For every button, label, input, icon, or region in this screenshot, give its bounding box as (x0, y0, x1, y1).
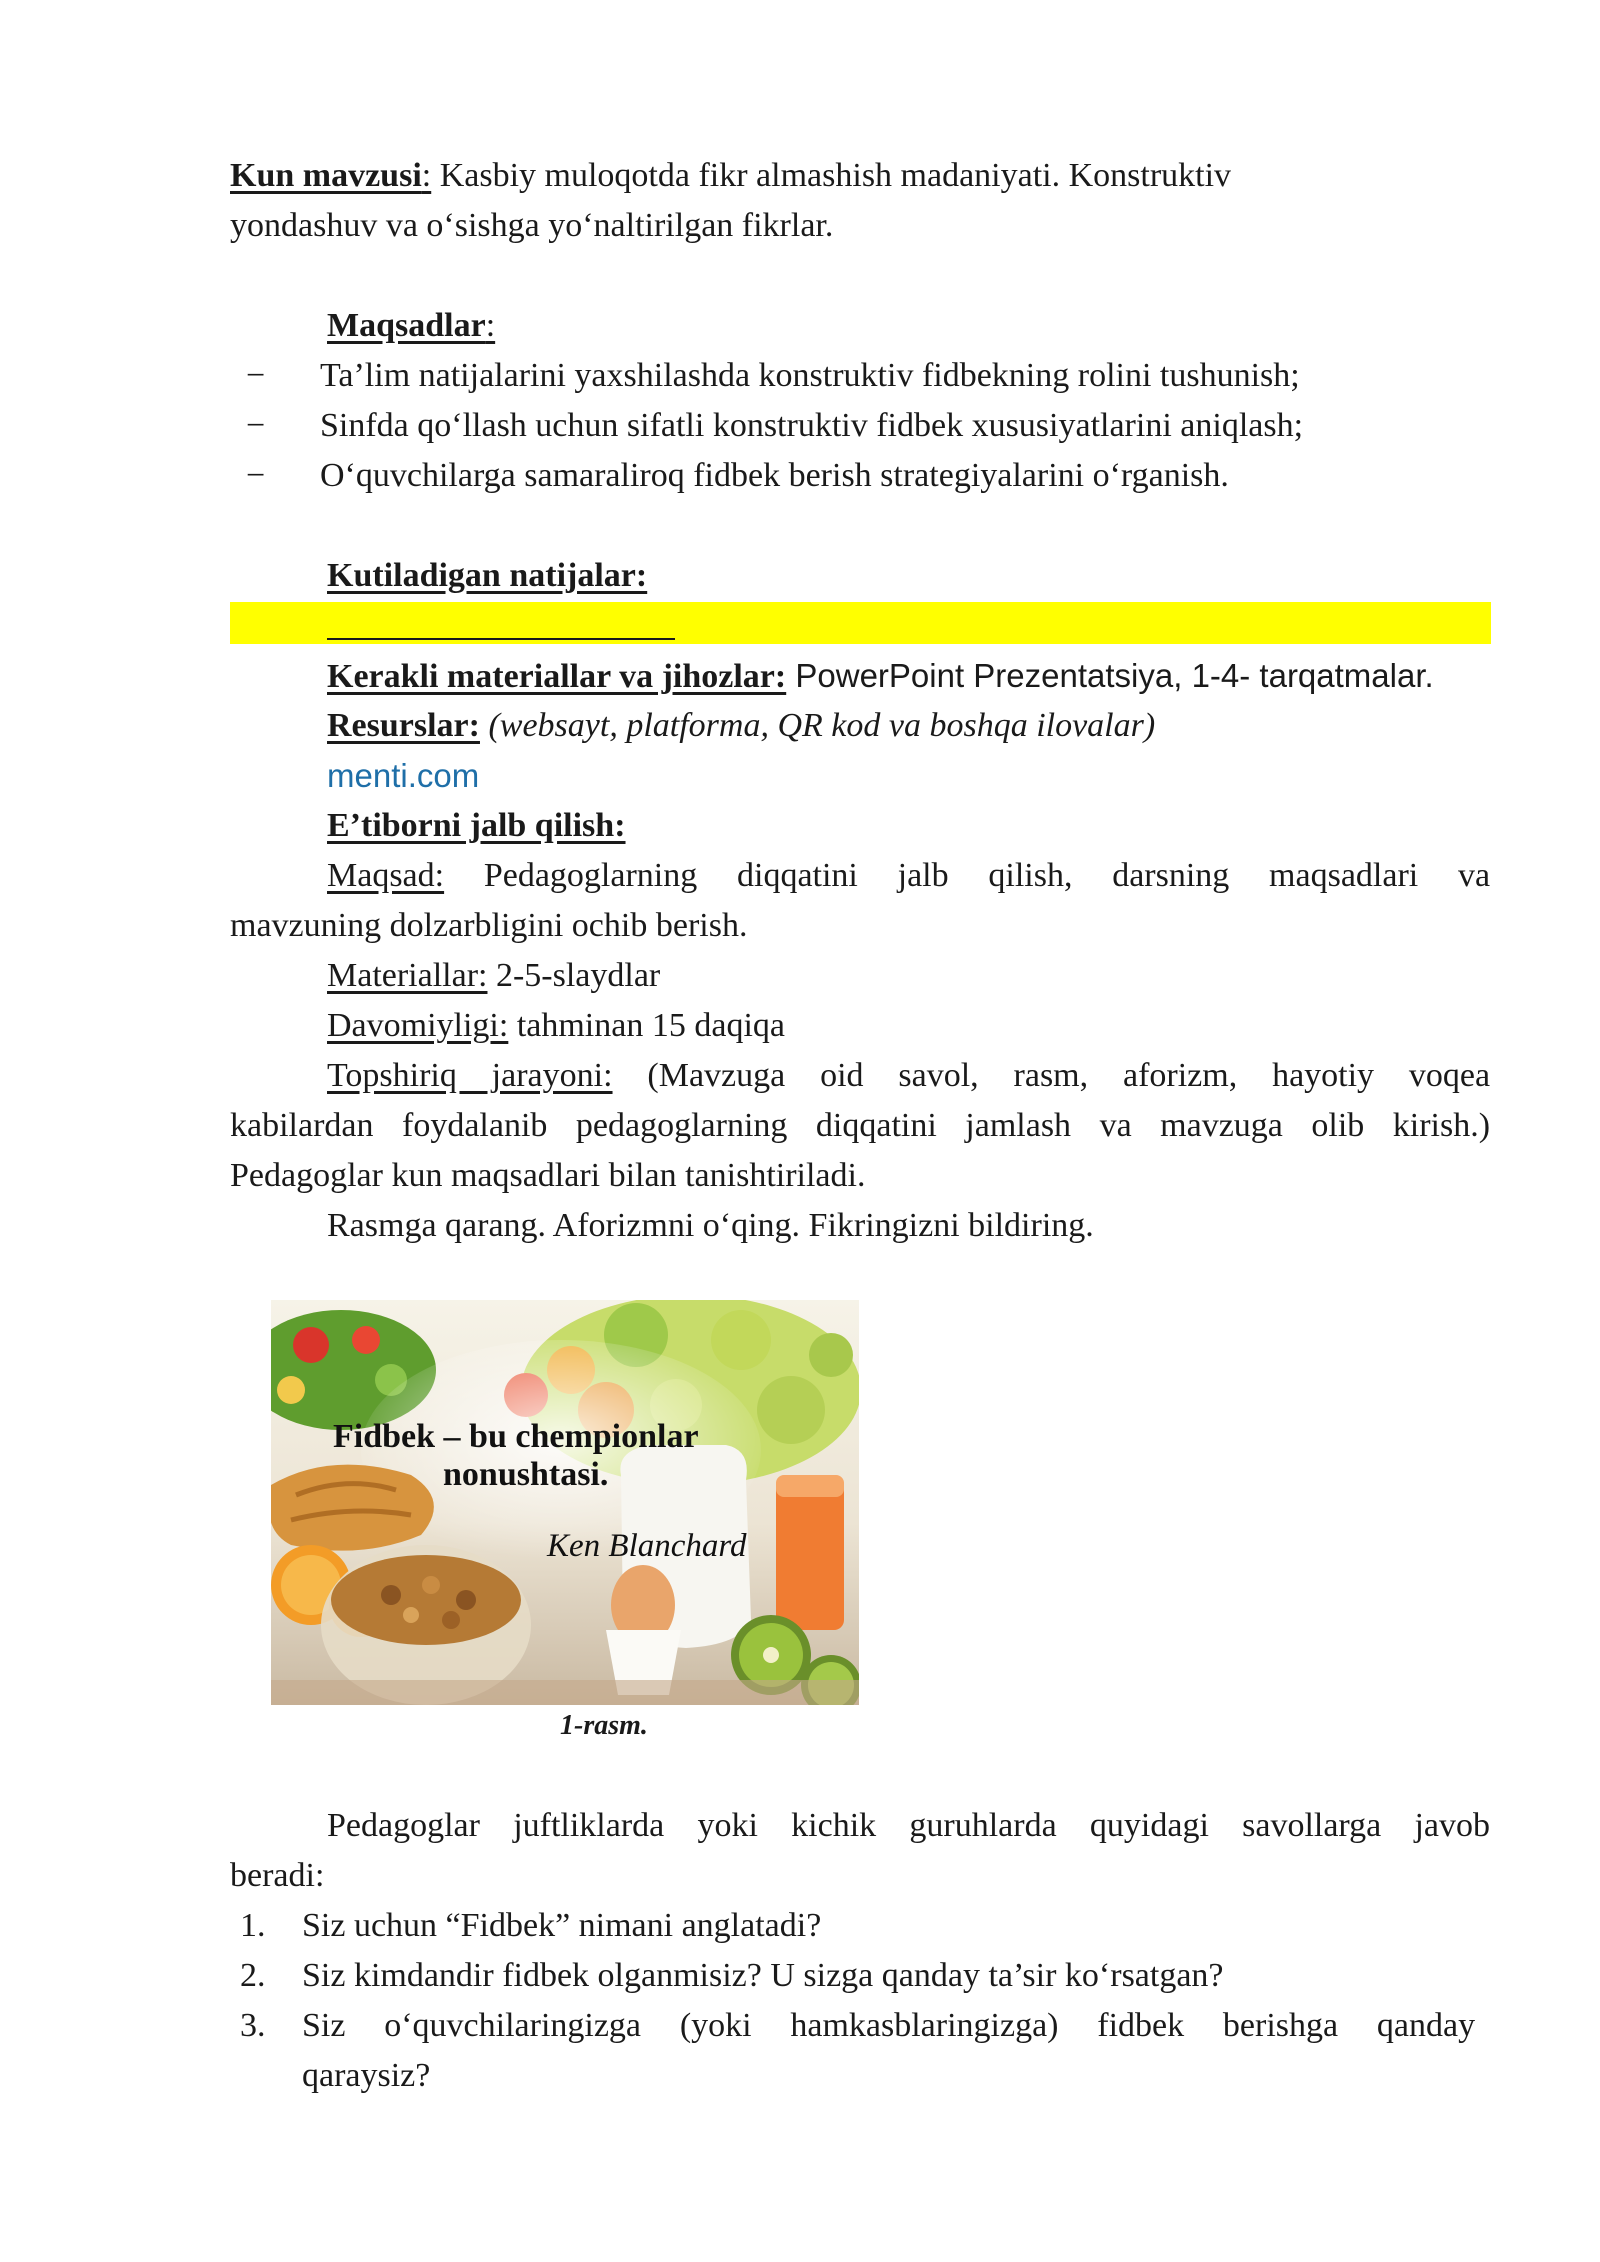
word: guruhlarda (909, 1807, 1057, 1844)
word: voqea (1408, 1057, 1491, 1094)
word: va (1099, 1107, 1132, 1144)
question-item-continuation: qaraysiz? (302, 2057, 431, 2094)
quote-line-2: nonushtasi. (443, 1456, 609, 1493)
attention-duration (327, 1001, 785, 1051)
attention-materials-label: Materiallar: (327, 957, 488, 994)
word: jalb (897, 857, 949, 894)
word: oid (820, 1057, 864, 1094)
word: (yoki (679, 2007, 752, 2044)
word: kichik (791, 1807, 877, 1844)
word: savollarga (1242, 1807, 1382, 1844)
task-line-3: Pedagoglar kun maqsadlari bilan tanishtiriladi. (230, 1157, 866, 1194)
materials-line (327, 651, 1434, 702)
resources-line (327, 701, 1155, 751)
topic-label: Kun mavzusi (230, 157, 422, 194)
word: pedagoglarning (575, 1107, 788, 1144)
word: savol, (898, 1057, 979, 1094)
topic-colon: : (421, 157, 432, 194)
instruction-line: Rasmga qarang. Aforizmni o‘qing. Fikringizni bildiring. (327, 1207, 1094, 1244)
bullet-dash-icon: − (246, 457, 266, 494)
fill-in-blank-line (327, 638, 675, 640)
attention-goal-line-2: mavzuning dolzarbligini ochib berish. (230, 907, 748, 944)
list-number: 2. (240, 1957, 266, 1994)
resources-label: Resurslar: (327, 707, 480, 744)
word: diqqatini (737, 857, 858, 894)
attention-goal-label: Maqsad: (327, 857, 445, 894)
quote-line-1: Fidbek – bu chempionlar (333, 1418, 699, 1455)
attention-heading: E’tiborni jalb qilish: (327, 807, 626, 844)
word: fidbek (1097, 2007, 1185, 2044)
list-number: 1. (240, 1907, 266, 1944)
word: kirish.) (1392, 1107, 1491, 1144)
question-item: Siz uchun “Fidbek” nimani anglatadi? (302, 1907, 822, 1944)
question-item: Siz kimdandir fidbek olganmisiz? U sizga qanday ta’sir ko‘rsatgan? (302, 1957, 1224, 1994)
question-item (302, 2001, 1475, 2051)
materials-value: PowerPoint Prezentatsiya, 1-4- tarqatmalar. (786, 657, 1434, 694)
word: olib (1311, 1107, 1365, 1144)
menti-link[interactable]: menti.com (327, 757, 480, 794)
attention-goal-line-1 (230, 851, 1490, 901)
goal-item: Sinfda qo‘llash uchun sifatli konstruktiv fidbek xususiyatlarini aniqlash; (320, 407, 1304, 444)
goals-heading-colon: : (485, 307, 496, 344)
word: yoki (697, 1807, 758, 1844)
attention-duration-label: Davomiyligi: (327, 1007, 509, 1044)
questions-intro-line-1 (230, 1801, 1490, 1851)
bullet-dash-icon: − (246, 357, 266, 394)
word: (Mavzuga (647, 1057, 786, 1094)
word: qilish, (988, 857, 1073, 894)
attention-materials (327, 951, 660, 1001)
word: hamkasblaringizga) (790, 2007, 1059, 2044)
materials-label: Kerakli materiallar va jihozlar: (327, 658, 787, 695)
word: maqsadlari (1269, 857, 1419, 894)
word: aforizm, (1122, 1057, 1238, 1094)
word: o‘quvchilaringizga (384, 2007, 642, 2044)
word: diqqatini (815, 1107, 937, 1144)
breakfast-photo-icon (271, 1300, 859, 1705)
word: foydalanib (402, 1107, 548, 1144)
task-label: Topshiriq jarayoni: (327, 1057, 613, 1094)
goal-item: O‘quvchilarga samaraliroq fidbek berish strategiyalarini o‘rganish. (320, 457, 1229, 494)
attention-duration-value: tahminan 15 daqiqa (508, 1007, 785, 1044)
word: Pedagoglarning (483, 857, 698, 894)
word: va (1457, 857, 1491, 894)
breakfast-photo-svg (271, 1300, 859, 1705)
word: javob (1414, 1807, 1491, 1844)
questions-intro-line-2: beradi: (230, 1857, 325, 1894)
goals-heading (327, 301, 495, 351)
task-line-2 (230, 1101, 1490, 1151)
word: Pedagoglar (327, 1807, 480, 1844)
word: qanday (1376, 2007, 1476, 2044)
word: quyidagi (1089, 1807, 1209, 1844)
expected-heading: Kutiladigan natijalar: (327, 557, 648, 594)
word: rasm, (1013, 1057, 1089, 1094)
word: berishga (1222, 2007, 1339, 2044)
resources-value: (websayt, platforma, QR kod va boshqa ilovalar) (479, 707, 1156, 744)
word: hayotiy (1272, 1057, 1375, 1094)
word: jamlash (965, 1107, 1072, 1144)
word: Siz (302, 2007, 346, 2044)
word: juftliklarda (513, 1807, 665, 1844)
attention-materials-value: 2-5-slaydlar (487, 957, 661, 994)
word: kabilardan (230, 1107, 374, 1144)
goals-heading-text: Maqsadlar (327, 307, 486, 344)
task-line-1 (230, 1051, 1490, 1101)
goal-item: Ta’lim natijalarini yaxshilashda konstruktiv fidbekning rolini tushunish; (320, 357, 1300, 394)
topic-line-2: yondashuv va o‘sishga yo‘naltirilgan fikrlar. (230, 207, 834, 244)
word: mavzuga (1160, 1107, 1283, 1144)
list-number: 3. (240, 2007, 266, 2044)
word: darsning (1112, 857, 1230, 894)
bullet-dash-icon: − (246, 407, 266, 444)
topic-text: Kasbiy muloqotda fikr almashish madaniyati. Konstruktiv (431, 157, 1232, 194)
figure-caption: 1-rasm. (560, 1710, 648, 1741)
topic-line-1 (230, 151, 1231, 201)
quote-author: Ken Blanchard (547, 1528, 747, 1564)
